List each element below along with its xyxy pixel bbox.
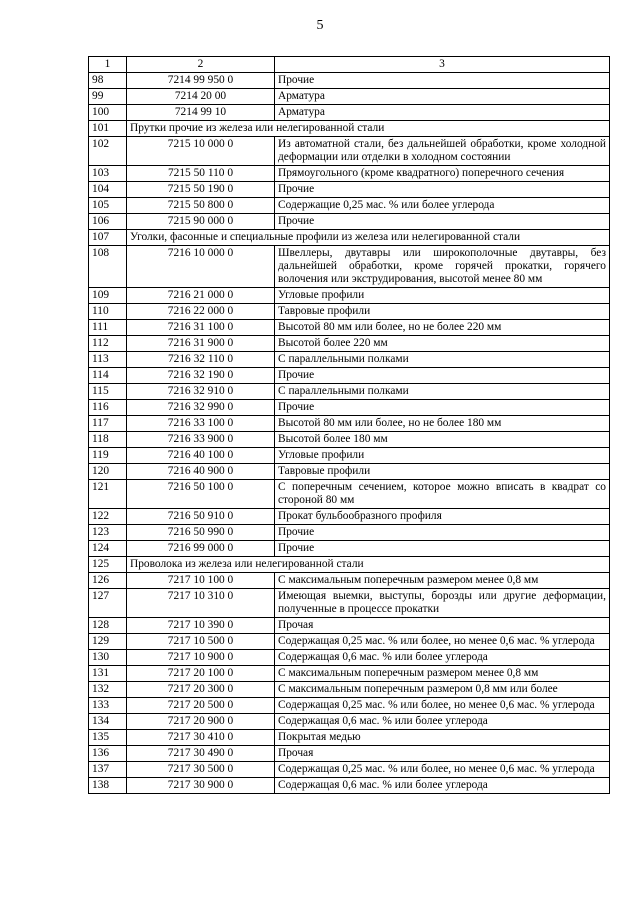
row-number-cell: 106: [89, 214, 127, 230]
code-cell: 7215 50 110 0: [127, 166, 275, 182]
table-row: [89, 182, 610, 198]
row-number-cell: 126: [89, 573, 127, 589]
code-cell: 7216 32 910 0: [127, 384, 275, 400]
description-cell: Прочие: [275, 541, 610, 557]
row-number-cell: 138: [89, 778, 127, 794]
row-number-cell: 100: [89, 105, 127, 121]
description-cell: Высотой более 220 мм: [275, 336, 610, 352]
table-row: [89, 618, 610, 634]
table-row: [89, 352, 610, 368]
table-row: [89, 137, 610, 166]
table-row: [89, 89, 610, 105]
code-cell: 7217 10 500 0: [127, 634, 275, 650]
description-cell: Прямоугольного (кроме квадратного) поперечного сечения: [275, 166, 610, 182]
description-cell: Прочие: [275, 525, 610, 541]
description-cell: С параллельными полками: [275, 352, 610, 368]
table-header-row: [89, 57, 610, 73]
code-cell: 7217 20 100 0: [127, 666, 275, 682]
code-cell: 7216 50 100 0: [127, 480, 275, 509]
row-number-cell: 109: [89, 288, 127, 304]
table-row: [89, 400, 610, 416]
description-cell: Угловые профили: [275, 448, 610, 464]
table-row: [89, 432, 610, 448]
table-row: [89, 557, 610, 573]
table-row: [89, 573, 610, 589]
table-row: [89, 714, 610, 730]
code-cell: 7214 20 00: [127, 89, 275, 105]
table-row: [89, 230, 610, 246]
description-cell: Прокат бульбообразного профиля: [275, 509, 610, 525]
row-number-cell: 99: [89, 89, 127, 105]
description-cell: Высотой 80 мм или более, но не более 220 мм: [275, 320, 610, 336]
row-number-cell: 135: [89, 730, 127, 746]
row-number-cell: 110: [89, 304, 127, 320]
description-cell: Содержащая 0,25 мас. % или более, но менее 0,6 мас. % углерода: [275, 698, 610, 714]
description-cell: Прочие: [275, 73, 610, 89]
section-heading-cell: Уголки, фасонные и специальные профили из железа или нелегированной стали: [127, 230, 610, 246]
row-number-cell: 107: [89, 230, 127, 246]
row-number-cell: 104: [89, 182, 127, 198]
row-number-cell: 121: [89, 480, 127, 509]
code-cell: 7217 10 900 0: [127, 650, 275, 666]
description-cell: С максимальным поперечным размером 0,8 мм или более: [275, 682, 610, 698]
code-cell: 7216 32 190 0: [127, 368, 275, 384]
description-cell: Прочая: [275, 618, 610, 634]
code-cell: 7215 50 800 0: [127, 198, 275, 214]
table-row: [89, 448, 610, 464]
code-cell: 7214 99 950 0: [127, 73, 275, 89]
table-row: [89, 746, 610, 762]
code-cell: 7217 30 490 0: [127, 746, 275, 762]
table-row: [89, 541, 610, 557]
row-number-cell: 115: [89, 384, 127, 400]
description-cell: Тавровые профили: [275, 464, 610, 480]
code-cell: 7216 32 110 0: [127, 352, 275, 368]
description-cell: Прочие: [275, 214, 610, 230]
code-cell: 7217 20 300 0: [127, 682, 275, 698]
header-cell-3: 3: [275, 57, 610, 73]
row-number-cell: 128: [89, 618, 127, 634]
row-number-cell: 125: [89, 557, 127, 573]
code-cell: 7215 90 000 0: [127, 214, 275, 230]
description-cell: С максимальным поперечным размером менее 0,8 мм: [275, 666, 610, 682]
description-cell: Арматура: [275, 105, 610, 121]
table-row: [89, 214, 610, 230]
row-number-cell: 122: [89, 509, 127, 525]
table-row: [89, 464, 610, 480]
description-cell: Имеющая выемки, выступы, борозды или другие деформации, полученные в процессе прокатки: [275, 589, 610, 618]
code-cell: 7216 22 000 0: [127, 304, 275, 320]
code-cell: 7214 99 10: [127, 105, 275, 121]
code-cell: 7216 40 900 0: [127, 464, 275, 480]
code-cell: 7217 30 900 0: [127, 778, 275, 794]
description-cell: Содержащая 0,25 мас. % или более, но менее 0,6 мас. % углерода: [275, 634, 610, 650]
table-row: [89, 650, 610, 666]
table-row: [89, 320, 610, 336]
code-cell: 7216 99 000 0: [127, 541, 275, 557]
row-number-cell: 134: [89, 714, 127, 730]
description-cell: Покрытая медью: [275, 730, 610, 746]
table-row: [89, 682, 610, 698]
description-cell: Высотой 80 мм или более, но не более 180 мм: [275, 416, 610, 432]
code-cell: 7217 20 900 0: [127, 714, 275, 730]
page-number: 5: [316, 18, 324, 33]
table-row: [89, 634, 610, 650]
table-row: [89, 336, 610, 352]
row-number-cell: 103: [89, 166, 127, 182]
code-cell: 7217 30 500 0: [127, 762, 275, 778]
row-number-cell: 105: [89, 198, 127, 214]
section-heading-cell: Проволока из железа или нелегированной стали: [127, 557, 610, 573]
description-cell: Содержащая 0,25 мас. % или более, но менее 0,6 мас. % углерода: [275, 762, 610, 778]
description-cell: Прочая: [275, 746, 610, 762]
description-cell: Тавровые профили: [275, 304, 610, 320]
row-number-cell: 124: [89, 541, 127, 557]
table-row: [89, 730, 610, 746]
table-row: [89, 698, 610, 714]
code-cell: 7216 21 000 0: [127, 288, 275, 304]
description-cell: С параллельными полками: [275, 384, 610, 400]
table-row: [89, 778, 610, 794]
description-cell: Содержащая 0,6 мас. % или более углерода: [275, 778, 610, 794]
row-number-cell: 133: [89, 698, 127, 714]
code-cell: 7215 50 190 0: [127, 182, 275, 198]
row-number-cell: 102: [89, 137, 127, 166]
row-number-cell: 117: [89, 416, 127, 432]
description-cell: Из автоматной стали, без дальнейшей обработки, кроме холодной деформации или отделки в холодном состоянии: [275, 137, 610, 166]
tariff-code-table: [88, 56, 610, 794]
row-number-cell: 113: [89, 352, 127, 368]
table-row: [89, 416, 610, 432]
table-body: [89, 57, 610, 794]
table-row: [89, 480, 610, 509]
table-row: [89, 246, 610, 288]
row-number-cell: 127: [89, 589, 127, 618]
code-cell: 7217 10 310 0: [127, 589, 275, 618]
row-number-cell: 120: [89, 464, 127, 480]
table-row: [89, 304, 610, 320]
code-cell: 7216 31 100 0: [127, 320, 275, 336]
code-cell: 7217 30 410 0: [127, 730, 275, 746]
row-number-cell: 108: [89, 246, 127, 288]
description-cell: Содержащие 0,25 мас. % или более углерода: [275, 198, 610, 214]
code-cell: 7217 20 500 0: [127, 698, 275, 714]
code-cell: 7216 50 990 0: [127, 525, 275, 541]
code-cell: 7216 32 990 0: [127, 400, 275, 416]
table-row: [89, 762, 610, 778]
description-cell: Прочие: [275, 368, 610, 384]
description-cell: Прочие: [275, 400, 610, 416]
code-cell: 7216 40 100 0: [127, 448, 275, 464]
row-number-cell: 118: [89, 432, 127, 448]
description-cell: Высотой более 180 мм: [275, 432, 610, 448]
row-number-cell: 111: [89, 320, 127, 336]
description-cell: Угловые профили: [275, 288, 610, 304]
description-cell: Содержащая 0,6 мас. % или более углерода: [275, 714, 610, 730]
table-row: [89, 73, 610, 89]
table-row: [89, 384, 610, 400]
row-number-cell: 129: [89, 634, 127, 650]
description-cell: Швеллеры, двутавры или широкополочные двутавры, без дальнейшей обработки, кроме горячей прокатки, горячего волочения или экструдирования, высотой менее 80 мм: [275, 246, 610, 288]
code-cell: 7217 10 100 0: [127, 573, 275, 589]
row-number-cell: 131: [89, 666, 127, 682]
row-number-cell: 98: [89, 73, 127, 89]
row-number-cell: 112: [89, 336, 127, 352]
table-row: [89, 288, 610, 304]
code-cell: 7216 50 910 0: [127, 509, 275, 525]
code-cell: 7216 10 000 0: [127, 246, 275, 288]
table-row: [89, 525, 610, 541]
row-number-cell: 137: [89, 762, 127, 778]
table-row: [89, 121, 610, 137]
code-cell: 7217 10 390 0: [127, 618, 275, 634]
row-number-cell: 136: [89, 746, 127, 762]
header-cell-1: 1: [89, 57, 127, 73]
table-row: [89, 666, 610, 682]
code-cell: 7216 33 900 0: [127, 432, 275, 448]
row-number-cell: 101: [89, 121, 127, 137]
code-cell: 7216 33 100 0: [127, 416, 275, 432]
description-cell: Содержащая 0,6 мас. % или более углерода: [275, 650, 610, 666]
header-cell-2: 2: [127, 57, 275, 73]
table-row: [89, 198, 610, 214]
table-row: [89, 509, 610, 525]
row-number-cell: 132: [89, 682, 127, 698]
row-number-cell: 130: [89, 650, 127, 666]
code-cell: 7215 10 000 0: [127, 137, 275, 166]
table-row: [89, 166, 610, 182]
description-cell: С максимальным поперечным размером менее 0,8 мм: [275, 573, 610, 589]
description-cell: Прочие: [275, 182, 610, 198]
table-row: [89, 105, 610, 121]
code-cell: 7216 31 900 0: [127, 336, 275, 352]
row-number-cell: 123: [89, 525, 127, 541]
row-number-cell: 114: [89, 368, 127, 384]
section-heading-cell: Прутки прочие из железа или нелегированной стали: [127, 121, 610, 137]
row-number-cell: 116: [89, 400, 127, 416]
table-row: [89, 368, 610, 384]
row-number-cell: 119: [89, 448, 127, 464]
description-cell: Арматура: [275, 89, 610, 105]
description-cell: С поперечным сечением, которое можно вписать в квадрат со стороной 80 мм: [275, 480, 610, 509]
table-row: [89, 589, 610, 618]
